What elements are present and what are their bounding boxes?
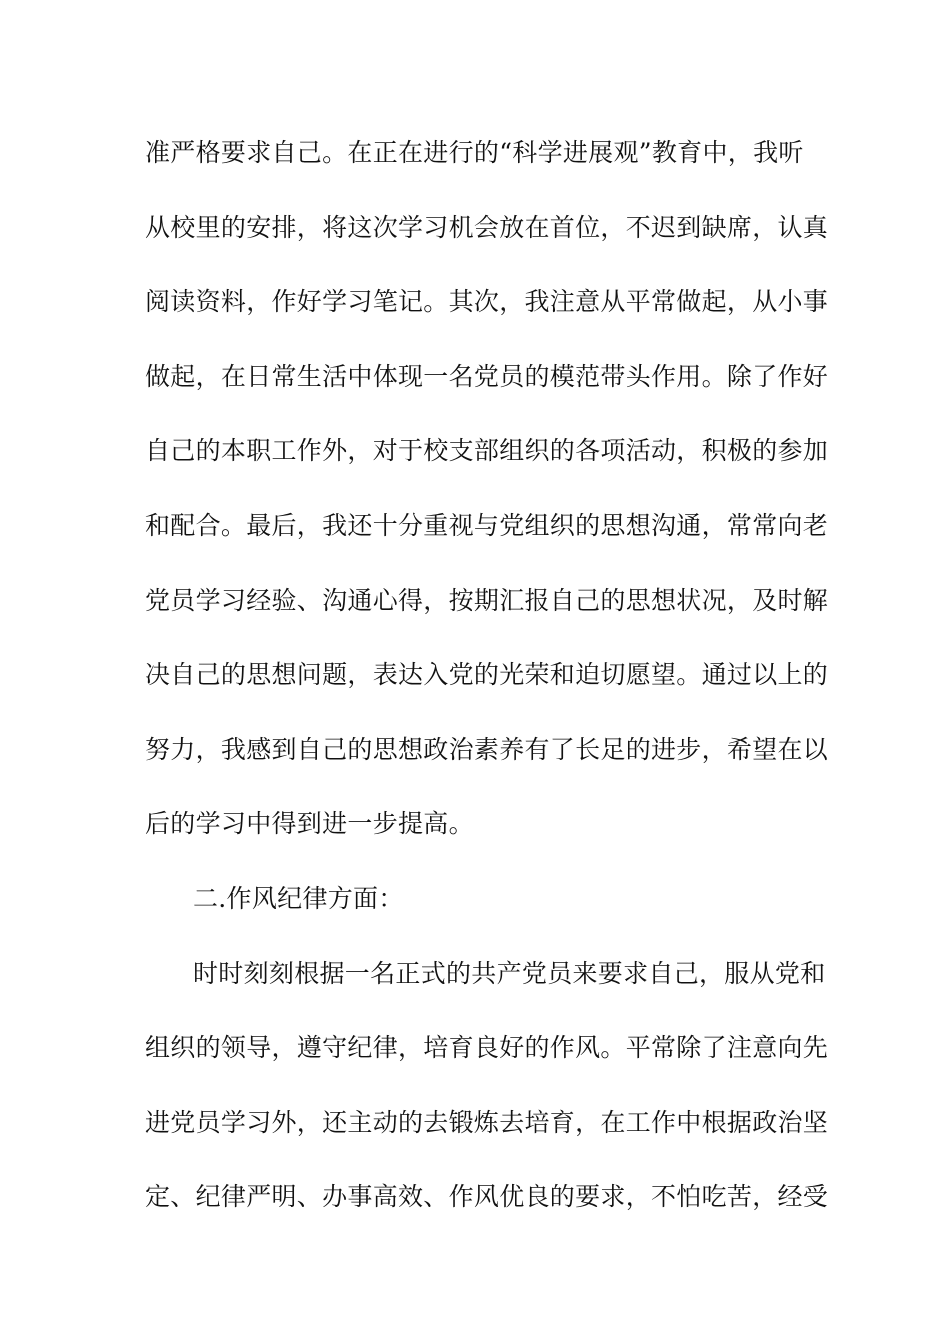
text-line-13: 组织的领导，遵守纪律，培育良好的作风。平常除了注意向先 bbox=[145, 1033, 829, 1063]
text-line-15: 定、纪律严明、办事高效、作风优良的要求，不怕吃苦，经受 bbox=[145, 1182, 829, 1212]
text-line-2: 从校里的安排，将这次学习机会放在首位，不迟到缺席，认真 bbox=[145, 212, 829, 242]
text-line-14: 进党员学习外，还主动的去锻炼去培育，在工作中根据政治坚 bbox=[145, 1107, 829, 1137]
text-line-8: 决自己的思想问题，表达入党的光荣和迫切愿望。通过以上的 bbox=[145, 660, 829, 690]
text-line-7: 党员学习经验、沟通心得，按期汇报自己的思想状况，及时解 bbox=[145, 585, 829, 615]
document-body bbox=[145, 128, 829, 1247]
section-heading: 二.作风纪律方面： bbox=[193, 883, 404, 913]
text-line-12: 时时刻刻根据一名正式的共产党员来要求自己，服从党和 bbox=[193, 958, 826, 988]
text-line-10: 后的学习中得到进一步提高。 bbox=[145, 809, 474, 839]
text-line-9: 努力，我感到自己的思想政治素养有了长足的进步，希望在以 bbox=[145, 734, 829, 764]
text-line-3: 阅读资料，作好学习笔记。其次，我注意从平常做起，从小事 bbox=[145, 287, 829, 317]
text-line-6: 和配合。最后，我还十分重视与党组织的思想沟通，常常向老 bbox=[145, 510, 829, 540]
text-line-5: 自己的本职工作外，对于校支部组织的各项活动，积极的参加 bbox=[145, 436, 829, 466]
text-line-4: 做起，在日常生活中体现一名党员的模范带头作用。除了作好 bbox=[145, 361, 829, 391]
text-line-1: 准严格要求自己。在正在进行的“科学进展观”教育中，我听 bbox=[145, 138, 804, 167]
